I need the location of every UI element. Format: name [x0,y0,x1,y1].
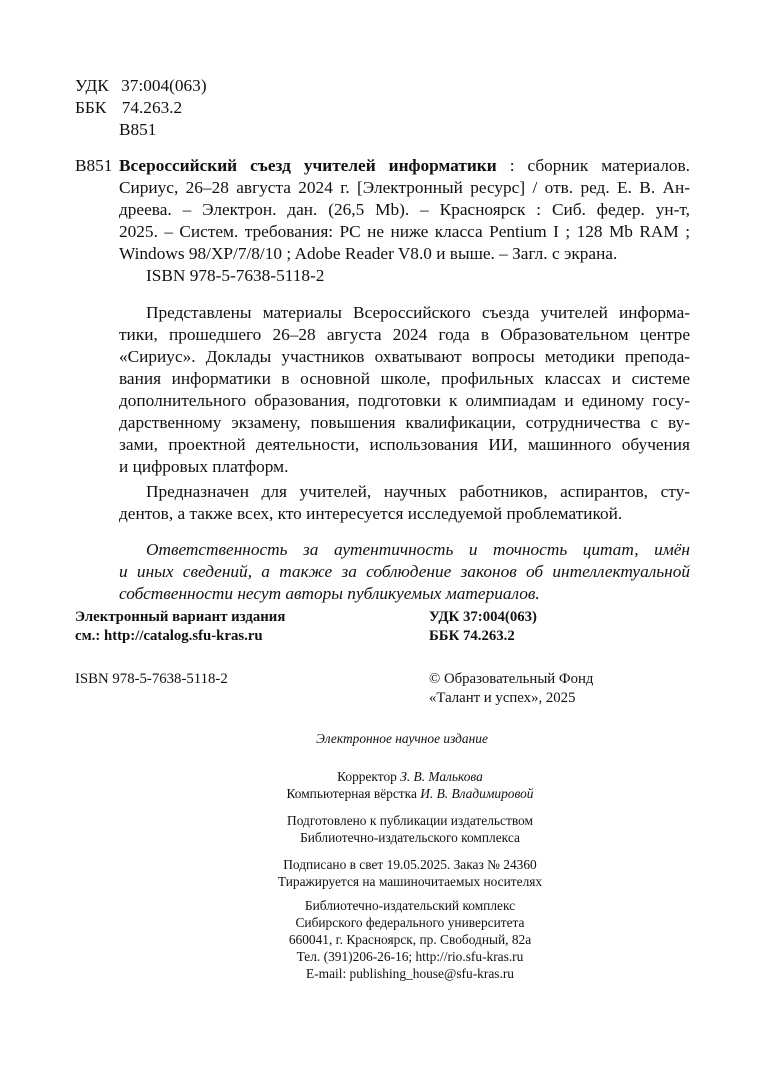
proofreader-label: Корректор [337,769,401,784]
catalog-line: Windows 98/XP/7/8/10 ; Adobe Reader V8.0 и выше. – Загл. с экрана. [119,244,618,263]
disclaimer-line: и иных сведений, а также за соблюдение законов об интеллектуальной [119,562,690,581]
bbk-line [75,97,182,119]
catalog-link[interactable]: см.: http://catalog.sfu-kras.ru [75,628,263,644]
proofreader-name: З. В. Малькова [400,769,483,784]
udk-label: УДК [75,76,109,95]
footer-isbn: ISBN 978-5-7638-5118-2 [75,671,228,687]
catalog-first-line-rest: : сборник материалов. [509,156,690,175]
annotation-line: дополнительного образования, подготовки к олимпиадам и единому госу- [119,391,690,410]
annotation-line: вания информатики в основной школе, профильных классах и системе [119,369,690,388]
annotation-line: зами, проектной деятельности, использования ИИ, машинного обучения [119,435,690,454]
publisher-address: 660041, г. Красноярск, пр. Свободный, 82а [288,932,532,947]
edition-type: Электронное научное издание [316,731,488,746]
publisher-email[interactable]: E-mail: publishing_house@sfu-kras.ru [306,966,514,981]
copyright-line: © Образовательный Фонд [429,671,594,687]
copyright-line: «Талант и успех», 2025 [429,690,576,706]
bbk-bottom: ББК 74.263.2 [429,628,515,644]
publisher-phone[interactable]: Тел. (391)206-26-16; http://rio.sfu-kras.ru [296,949,524,964]
prepared-line: Подготовлено к публикации издательством [287,813,533,828]
annotation-line: и цифровых платформ. [119,457,289,476]
bbk-label: ББК [75,98,107,117]
publisher-line: Библиотечно-издательский комплекс [304,898,516,913]
catalog-sign: В851 [75,156,113,175]
catalog-first-line [119,155,690,177]
annotation-line: дентов, а также всех, кто интересуется исследуемой проблематикой. [119,504,623,523]
annotation-line: тики, прошедшего 26–28 августа 2024 года в Образовательном центре [119,325,690,344]
distribution-line: Тиражируется на машиночитаемых носителях [277,874,543,889]
signed-line: Подписано в свет 19.05.2025. Заказ № 24360 [283,857,537,872]
layout-label: Компьютерная вёрстка [286,786,421,801]
proofreader-line [0,768,764,785]
disclaimer-line: Ответственность за аутентичность и точность цитат, имён [146,540,690,559]
layout-line [0,785,764,802]
bbk-value: 74.263.2 [121,98,183,117]
annotation-line: Предназначен для учителей, научных работников, аспирантов, сту- [146,482,690,501]
prepared-line: Библиотечно-издательского комплекса [300,830,520,845]
author-sign: В851 [119,120,157,139]
catalog-line: Сириус, 26–28 августа 2024 г. [Электронный ресурс] / отв. ред. Е. В. Ан- [119,178,690,197]
udk-bottom: УДК 37:004(063) [429,609,537,625]
udk-line [75,75,207,97]
udk-value: 37:004(063) [121,76,207,95]
publisher-line: Сибирского федерального университета [295,915,525,930]
layout-name: И. В. Владимировой [420,786,534,801]
electronic-version-label: Электронный вариант издания [75,609,286,625]
catalog-isbn: ISBN 978-5-7638-5118-2 [146,266,325,285]
annotation-line: Представлены материалы Всероссийского съезда учителей информа- [146,303,690,322]
catalog-line: дреева. – Электрон. дан. (26,5 Mb). – Красноярск : Сиб. федер. ун-т, [119,200,690,219]
catalog-title: Всероссийский съезд учителей информатики [119,156,497,175]
annotation-line: дарственному экзамену, повышения квалификации, сотрудничества с ву- [119,413,690,432]
catalog-line: 2025. – Систем. требования: PC не ниже класса Pentium I ; 128 Mb RAM ; [119,222,690,241]
disclaimer-line: собственности несут авторы публикуемых материалов. [119,584,540,603]
annotation-line: «Сириус». Доклады участников охватывают вопросы методики препода- [119,347,690,366]
